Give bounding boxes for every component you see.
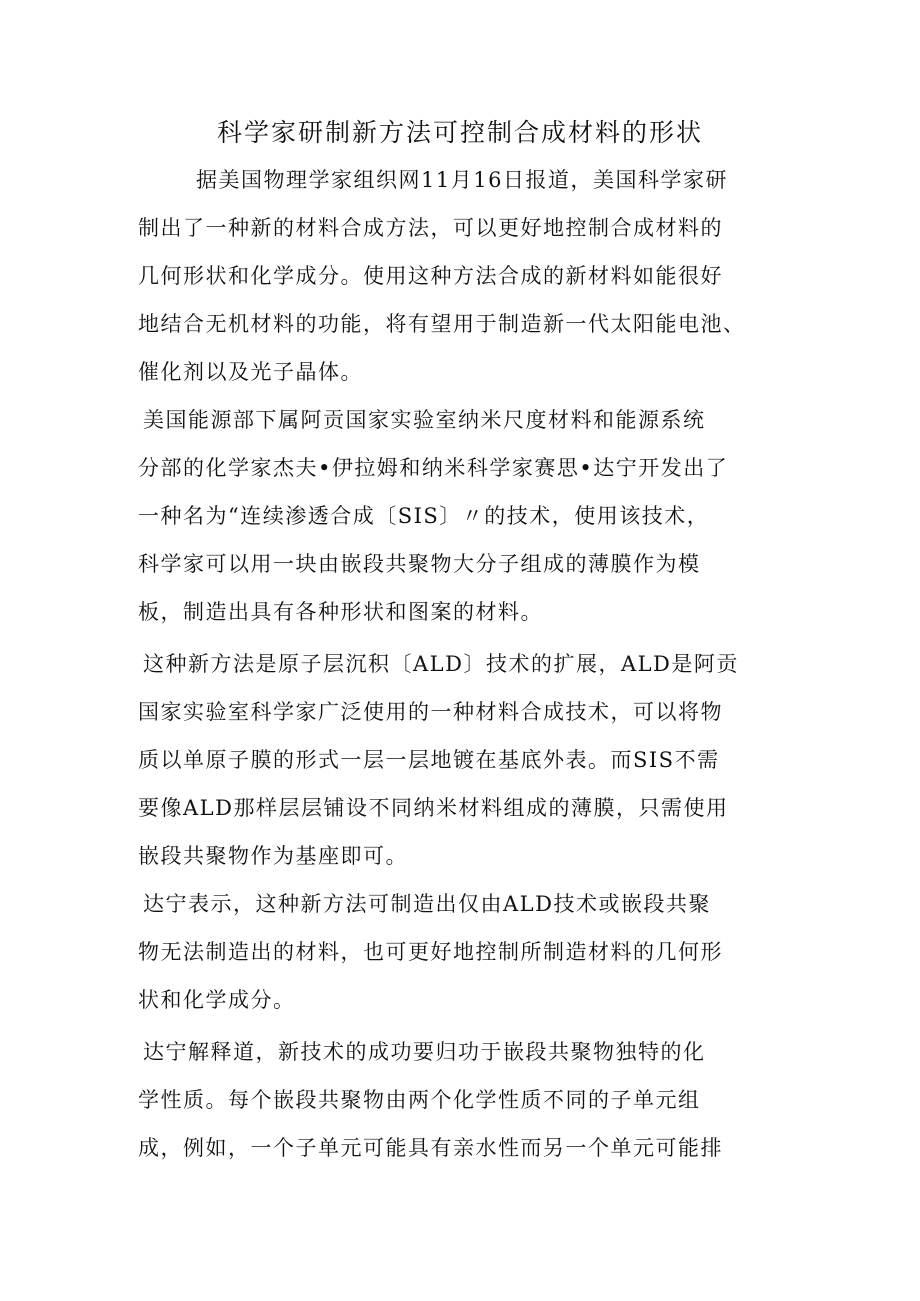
body-line-6: 美国能源部下属阿贡国家实验室纳米尺度材料和能源系统 bbox=[143, 408, 706, 432]
document-title: 科学家研制新方法可控制合成材料的形状 bbox=[216, 118, 703, 147]
body-line-16: 达宁表示，这种新方法可制造出仅由ALD技术或嵌段共聚 bbox=[143, 892, 711, 916]
body-line-13: 质以单原子膜的形式一层一层地镀在基底外表。而SIS不需 bbox=[138, 748, 720, 772]
body-line-2: 制出了一种新的材料合成方法，可以更好地控制合成材料的 bbox=[138, 216, 723, 240]
body-line-17: 物无法制造出的材料，也可更好地控制所制造材料的几何形 bbox=[138, 940, 723, 964]
body-line-18: 状和化学成分。 bbox=[138, 988, 296, 1012]
body-line-3: 几何形状和化学成分。使用这种方法合成的新材料如能很好 bbox=[138, 264, 723, 288]
body-line-11: 这种新方法是原子层沉积〔ALD〕技术的扩展，ALD是阿贡 bbox=[143, 652, 739, 676]
body-line-20: 学性质。每个嵌段共聚物由两个化学性质不同的子单元组 bbox=[138, 1088, 701, 1112]
body-line-9: 科学家可以用一块由嵌段共聚物大分子组成的薄膜作为模 bbox=[138, 552, 701, 576]
body-line-19: 达宁解释道，新技术的成功要归功于嵌段共聚物独特的化 bbox=[143, 1040, 706, 1064]
body-line-1: 据美国物理学家组织网11月16日报道，美国科学家研 bbox=[196, 168, 728, 192]
body-line-4: 地结合无机材料的功能，将有望用于制造新一代太阳能电池、 bbox=[138, 312, 746, 336]
body-line-14: 要像ALD那样层层铺设不同纳米材料组成的薄膜，只需使用 bbox=[138, 796, 729, 820]
body-line-21: 成，例如，一个子单元可能具有亲水性而另一个单元可能排 bbox=[138, 1136, 723, 1160]
body-line-10: 板，制造出具有各种形状和图案的材料。 bbox=[138, 600, 543, 624]
body-line-8: 一种名为“连续渗透合成〔SIS〕〃的技术，使用该技术， bbox=[138, 504, 710, 528]
body-line-12: 国家实验室科学家广泛使用的一种材料合成技术，可以将物 bbox=[138, 700, 723, 724]
body-line-7: 分部的化学家杰夫•伊拉姆和纳米科学家赛思•达宁开发出了 bbox=[138, 456, 729, 480]
body-line-5: 催化剂以及光子晶体。 bbox=[138, 360, 363, 384]
body-line-15: 嵌段共聚物作为基座即可。 bbox=[138, 844, 408, 868]
